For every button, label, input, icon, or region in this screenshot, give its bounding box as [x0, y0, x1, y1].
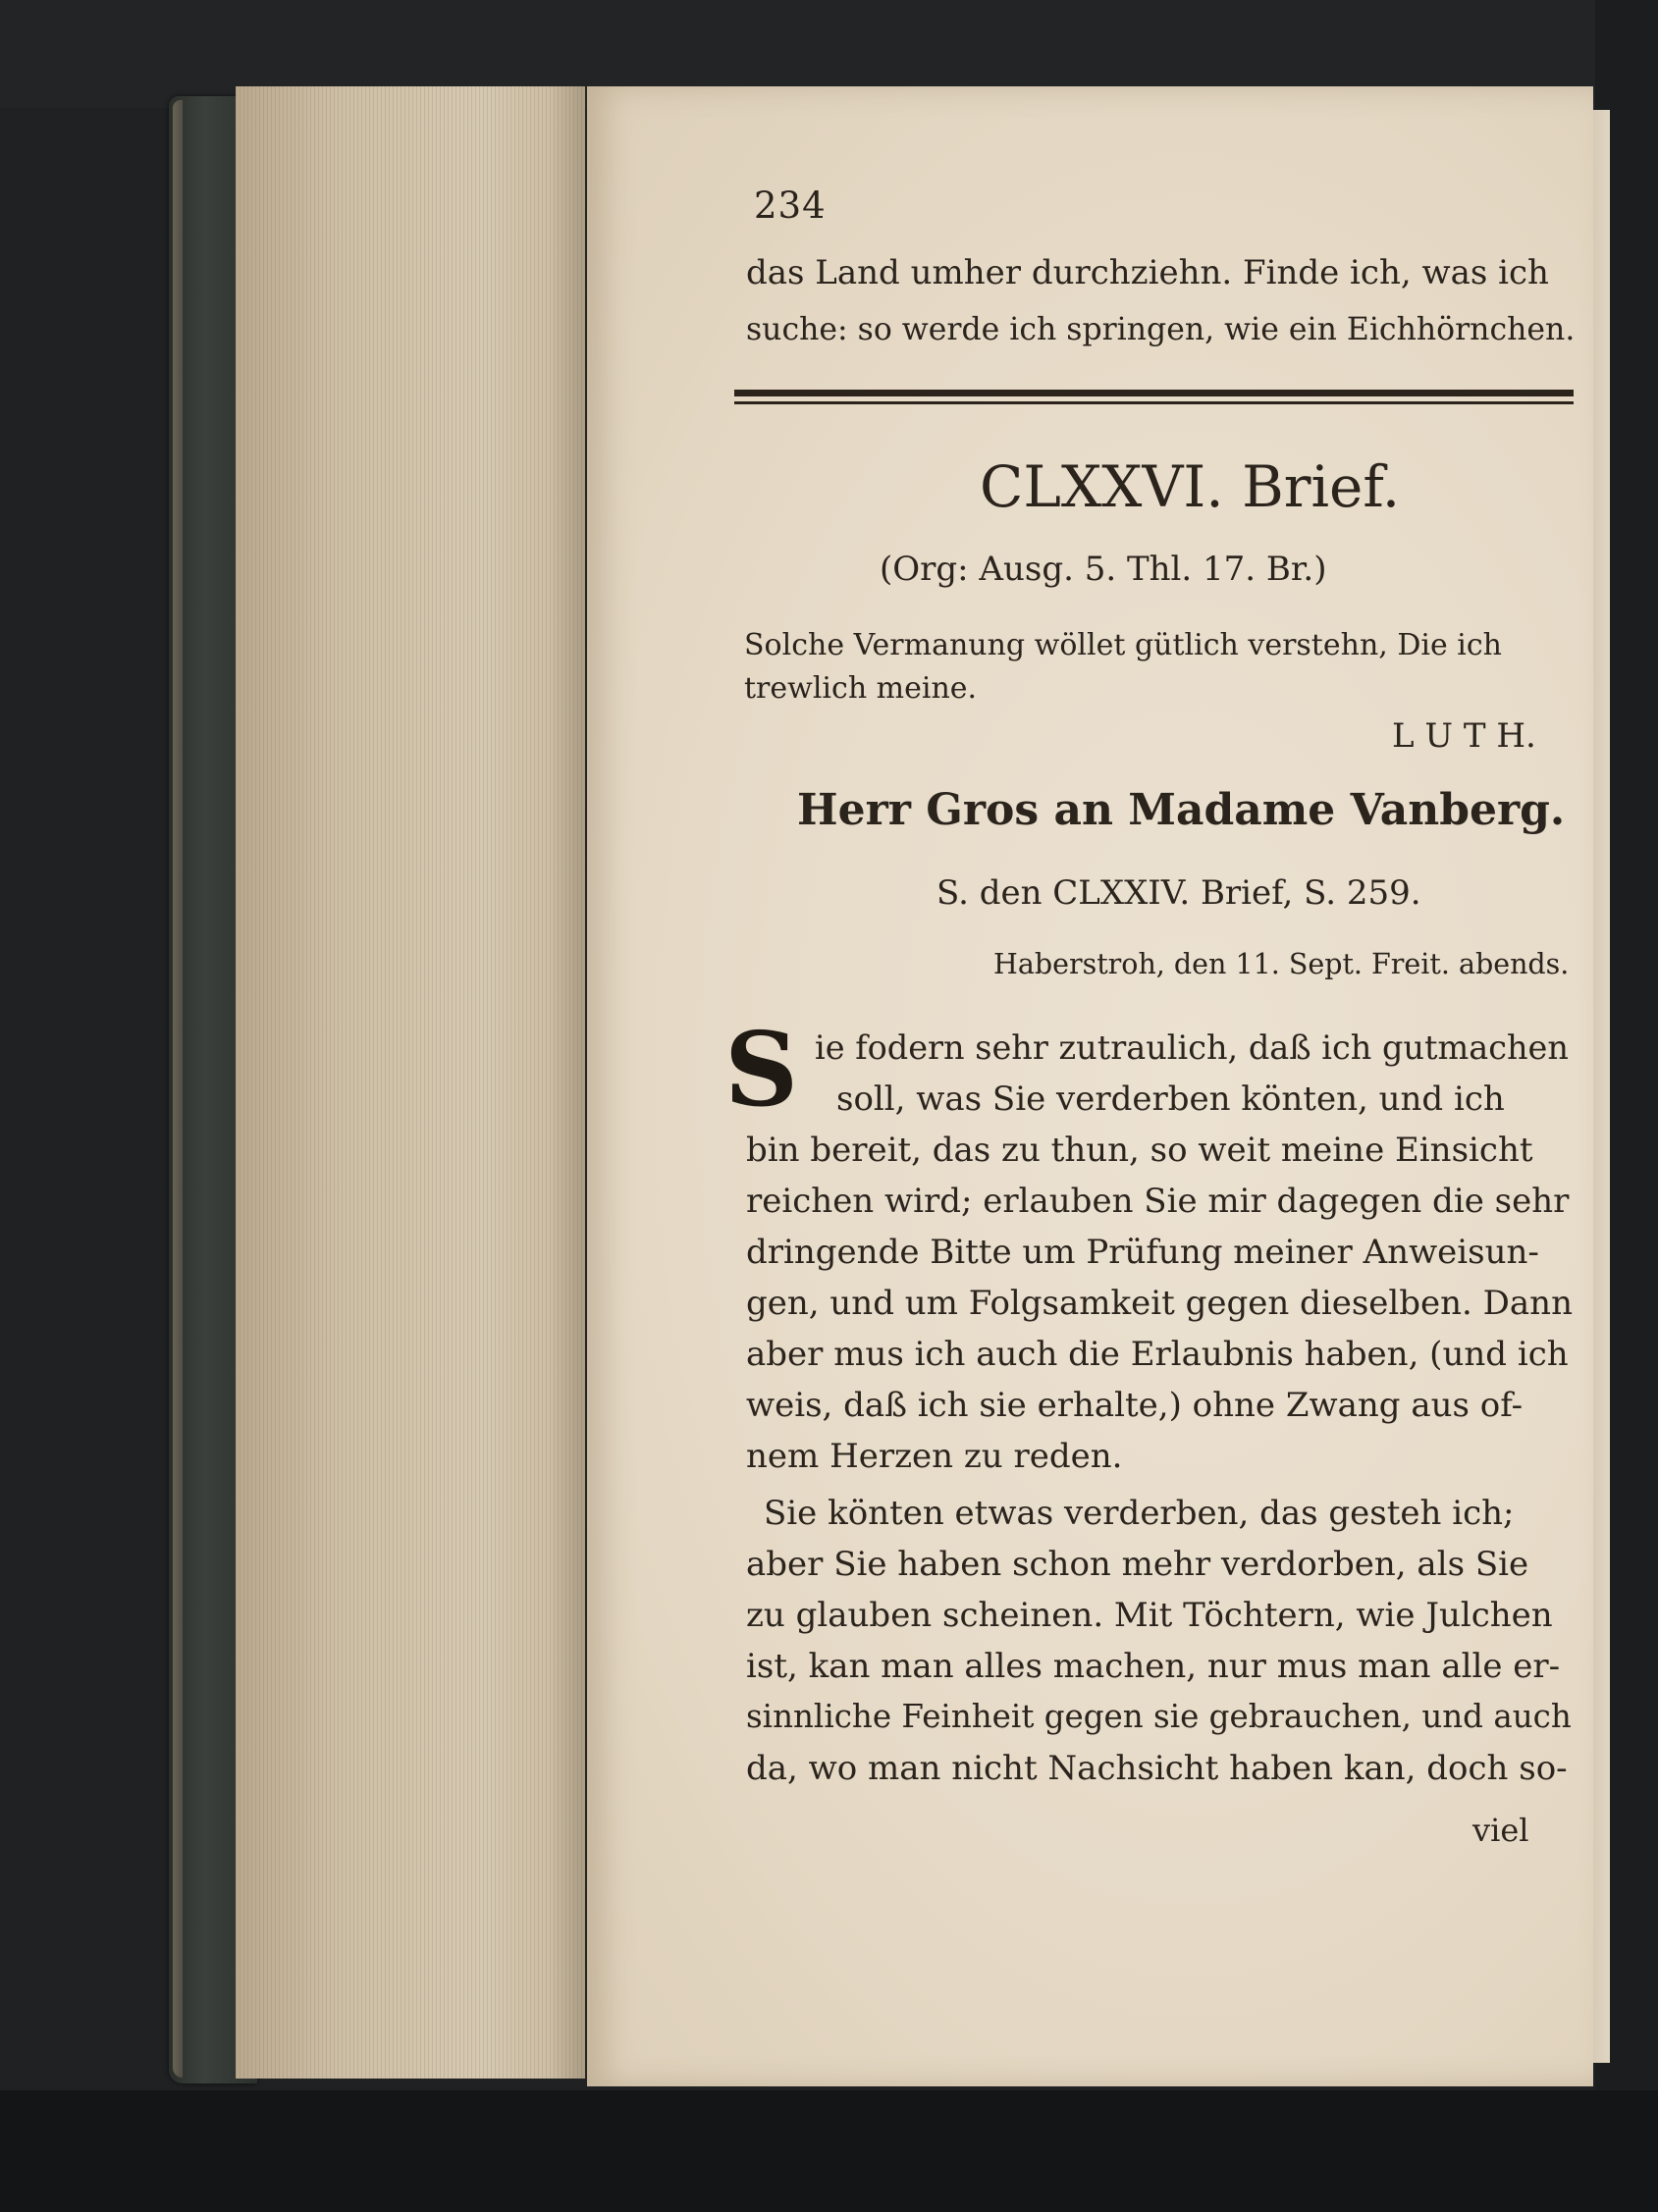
letter-title: CLXXVI. Brief. — [980, 453, 1401, 520]
motto-line: trewlich meine. — [744, 671, 978, 706]
body-line: soll, was Sie verderben könten, und ich — [836, 1080, 1505, 1119]
section-rule — [734, 390, 1574, 396]
cover-worn-edge — [173, 100, 183, 2078]
drop-cap: S — [724, 1009, 799, 1130]
letter-dateline: Haberstroh, den 11. Sept. Freit. abends. — [993, 948, 1570, 980]
body-line: weis, daß ich sie erhalte,) ohne Zwang aus of- — [746, 1386, 1524, 1425]
body-line: da, wo man nicht Nachsicht haben kan, doch so- — [746, 1749, 1568, 1788]
background-bottom — [0, 2090, 1658, 2212]
top-text-line: das Land umher durchziehn. Finde ich, was ich — [746, 253, 1549, 292]
body-line: sinnliche Feinheit gegen sie gebrauchen, und auch — [746, 1698, 1572, 1735]
motto-author: L U T H. — [1392, 716, 1536, 756]
catchword: viel — [1472, 1812, 1529, 1849]
page-number: 234 — [754, 184, 827, 227]
section-rule-thin — [734, 401, 1574, 404]
top-text-line: suche: so werde ich springen, wie ein Eichhörnchen. — [746, 312, 1576, 347]
body-line: aber Sie haben schon mehr verdorben, als Sie — [746, 1545, 1529, 1584]
page-block-edge — [236, 86, 585, 2079]
motto-line: Solche Vermanung wöllet gütlich verstehn, Die ich — [744, 628, 1502, 662]
body-line: bin bereit, das zu thun, so weit meine Einsicht — [746, 1131, 1533, 1170]
body-line: nem Herzen zu reden. — [746, 1437, 1123, 1476]
letter-source: (Org: Ausg. 5. Thl. 17. Br.) — [880, 550, 1327, 589]
body-line: dringende Bitte um Prüfung meiner Anweisun- — [746, 1233, 1539, 1272]
body-line: Sie könten etwas verderben, das gesteh ich; — [764, 1494, 1515, 1533]
letter-salutation: Herr Gros an Madame Vanberg. — [797, 785, 1566, 835]
letter-reference: S. den CLXXIV. Brief, S. 259. — [936, 873, 1421, 913]
body-line: ist, kan man alles machen, nur mus man alle er- — [746, 1647, 1561, 1686]
body-line: aber mus ich auch die Erlaubnis haben, (und ich — [746, 1335, 1569, 1374]
body-line: zu glauben scheinen. Mit Töchtern, wie Julchen — [746, 1596, 1553, 1635]
body-line: reichen wird; erlauben Sie mir dagegen die sehr — [746, 1182, 1570, 1221]
body-line: ie fodern sehr zutraulich, daß ich gutmachen — [815, 1028, 1569, 1067]
body-line: gen, und um Folgsamkeit gegen dieselben. Dann — [746, 1284, 1573, 1323]
